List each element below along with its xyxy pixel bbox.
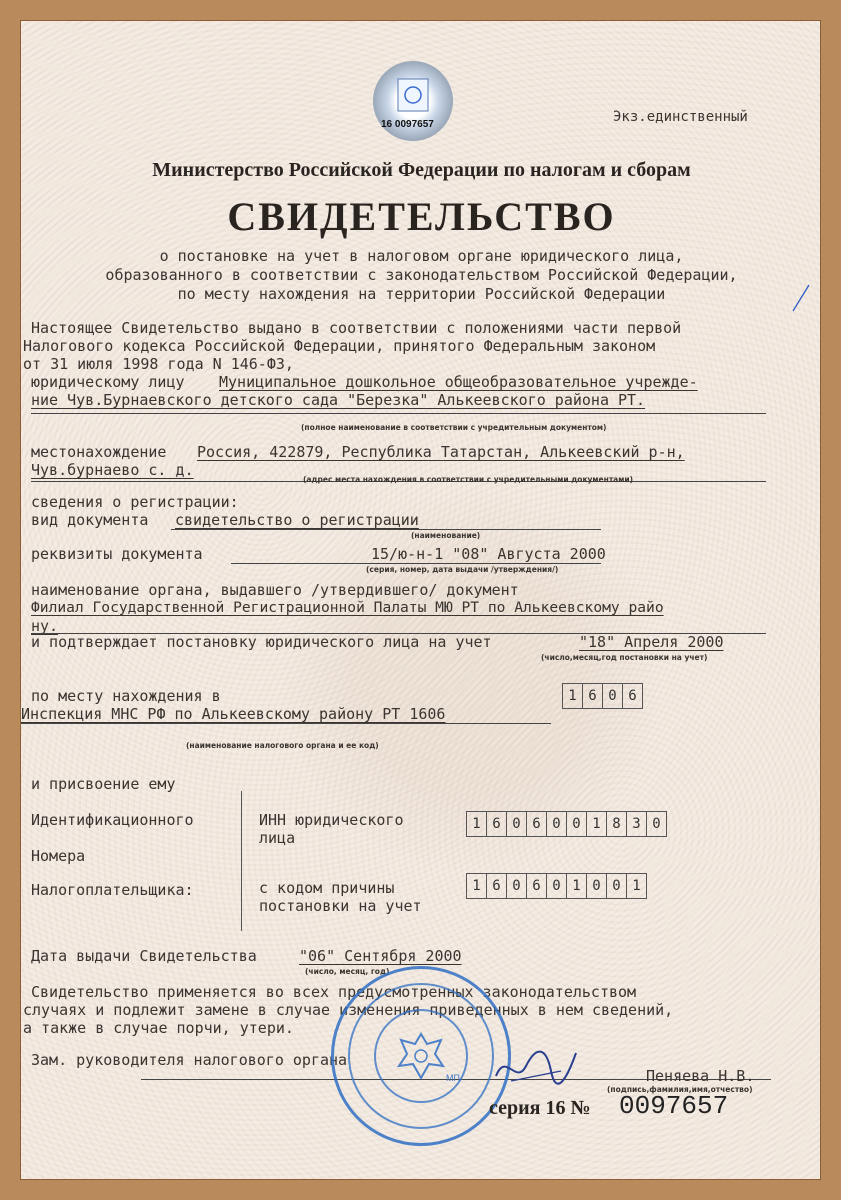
series-label: серия 16 № <box>489 1097 591 1119</box>
confirm-date: "18" Апреля 2000 <box>579 633 724 651</box>
kpp-digit: 1 <box>466 873 487 899</box>
code-digit: 6 <box>622 683 643 709</box>
hologram <box>373 61 453 141</box>
series-number: 0097657 <box>619 1091 729 1121</box>
kpp-digit: 6 <box>526 873 547 899</box>
page-title: СВИДЕТЕЛЬСТВО <box>227 194 616 239</box>
tax-office-code-boxes <box>563 683 643 709</box>
location-line-1: Россия, 422879, Республика Татарстан, Алькеевский р-н, <box>197 443 685 461</box>
issuer-label: наименование органа, выдавшего /утвердившего/ документ <box>31 581 519 599</box>
signature-icon <box>491 1041 581 1091</box>
registration-heading: сведения о регистрации: <box>31 493 239 511</box>
issue-caption: (число, месяц, год) <box>305 967 390 976</box>
inn-digit: 6 <box>486 811 507 837</box>
doc-type-underline <box>171 529 601 530</box>
assign-left-line-3: Налогоплательщика: <box>31 881 194 899</box>
intro-line-3: от 31 июля 1998 года N 146-ФЗ, <box>23 355 294 373</box>
assign-divider <box>241 791 242 931</box>
inn-boxes <box>467 811 667 837</box>
hologram-number: 16 0097657 <box>381 119 434 130</box>
intro-line-1: Настоящее Свидетельство выдано в соответствии с положениями части первой <box>31 319 682 337</box>
assign-left-line-1: Идентификационного <box>31 811 194 829</box>
subtitle-line-1: о постановке на учет в налоговом органе юридического лица, <box>159 247 684 265</box>
copy-note: Экз.единственный <box>613 109 748 125</box>
location-label: местонахождение <box>31 443 167 461</box>
intro-line-2: Налогового кодекса Российской Федерации, принятого Федеральным законом <box>23 337 656 355</box>
kpp-digit: 6 <box>486 873 507 899</box>
official-stamp <box>331 966 511 1146</box>
kpp-label-line-2: постановки на учет <box>259 897 422 915</box>
details-value: 15/ю-н-1 "08" Августа 2000 <box>371 545 606 563</box>
usage-line-3: а также в случае порчи, утери. <box>23 1019 294 1037</box>
usage-line-1: Свидетельство применяется во всех предусмотренных законодательством <box>31 983 637 1001</box>
details-label: реквизиты документа <box>31 545 203 563</box>
issuer-line-2: ну. <box>31 617 59 635</box>
doc-type-caption: (наименование) <box>411 531 481 540</box>
inn-digit: 1 <box>466 811 487 837</box>
tax-office-underline <box>21 723 551 724</box>
inn-digit: 6 <box>526 811 547 837</box>
certificate-sheet <box>20 20 821 1180</box>
inn-label-line-2: лица <box>259 829 296 847</box>
ministry-heading: Министерство Российской Федерации по налогам и сборам <box>152 159 691 181</box>
kpp-digit: 1 <box>566 873 587 899</box>
entity-name-line-1: Муниципальное дошкольное общеобразовательное учрежде- <box>219 373 698 391</box>
subtitle-line-3: по месту нахождения на территории Российской Федерации <box>177 285 666 303</box>
confirm-text: и подтверждает постановку юридического лица на учет <box>31 633 492 651</box>
doc-type-value: свидетельство о регистрации <box>175 511 419 529</box>
kpp-digit: 1 <box>626 873 647 899</box>
usage-line-2: случаях и подлежит замене в случае изменения приведенных в нем сведений, <box>23 1001 674 1019</box>
tax-office-label: по месту нахождения в <box>31 687 221 705</box>
assign-text: и присвоение ему <box>31 775 176 793</box>
subtitle-line-2: образованного в соответствии с законодательством Российской Федерации, <box>105 266 738 284</box>
entity-underline <box>31 413 766 414</box>
signer-caption: (подпись,фамилия,имя,отчество) <box>607 1085 753 1094</box>
kpp-label-line-1: с кодом причины <box>259 879 395 897</box>
code-digit: 6 <box>582 683 603 709</box>
stamp-mp-mark: МП <box>446 1073 460 1083</box>
kpp-digit: 0 <box>506 873 527 899</box>
eagle-emblem-icon <box>391 1026 451 1086</box>
location-caption: (адрес места нахождения в соответствии с учредительными документами) <box>303 475 634 484</box>
kpp-digit: 0 <box>606 873 627 899</box>
doc-type-label: вид документа <box>31 511 149 529</box>
inn-digit: 0 <box>546 811 567 837</box>
details-underline <box>231 563 601 564</box>
entity-caption: (полное наименование в соответствии с учредительным документом) <box>301 423 607 432</box>
inn-digit: 0 <box>566 811 587 837</box>
entity-name-line-2: ние Чув.Бурнаевского детского сада "Березка" Алькеевского района РТ. <box>31 391 646 409</box>
inn-digit: 0 <box>506 811 527 837</box>
assign-left-line-2: Номера <box>31 847 86 865</box>
tax-office-name: Инспекция МНС РФ по Алькеевскому району РТ 1606 <box>21 705 446 723</box>
inn-digit: 1 <box>586 811 607 837</box>
issue-label: Дата выдачи Свидетельства <box>31 947 257 965</box>
inn-digit: 3 <box>626 811 647 837</box>
tax-office-caption: (наименование налогового органа и ее код) <box>186 741 379 750</box>
kpp-boxes <box>467 873 647 899</box>
kpp-digit: 0 <box>586 873 607 899</box>
code-digit: 0 <box>602 683 623 709</box>
code-digit: 1 <box>562 683 583 709</box>
inn-label-line-1: ИНН юридического <box>259 811 404 829</box>
pen-mark-icon <box>791 283 811 313</box>
entity-label: юридическому лицу <box>31 373 185 391</box>
signer-position: Зам. руководителя налогового органа <box>31 1051 348 1069</box>
inn-digit: 0 <box>646 811 667 837</box>
details-caption: (серия, номер, дата выдачи /утверждения/) <box>366 565 559 574</box>
issue-date: "06" Сентября 2000 <box>299 947 462 965</box>
kpp-digit: 0 <box>546 873 567 899</box>
inn-digit: 8 <box>606 811 627 837</box>
confirm-caption: (число,месяц,год постановки на учет) <box>541 653 708 662</box>
signer-name: Пеняева Н.В. <box>646 1067 755 1085</box>
issuer-line-1: Филиал Государственной Регистрационной Палаты МЮ РТ по Алькеевскому райо <box>31 599 664 616</box>
location-line-2: Чув.бурнаево с. д. <box>31 461 194 479</box>
